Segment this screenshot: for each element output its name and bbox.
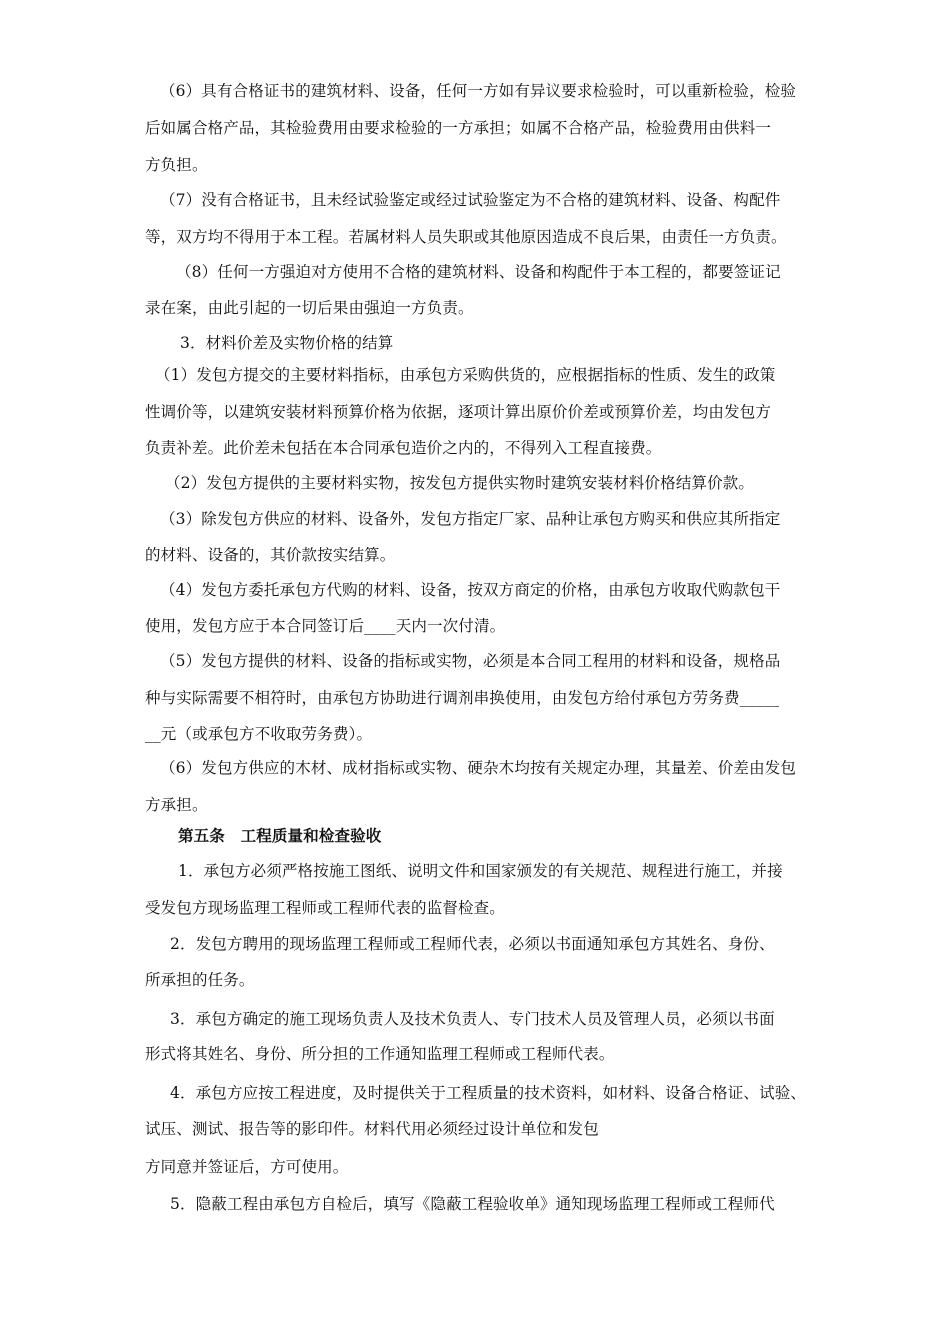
text-line: （8）任何一方强迫对方使用不合格的建筑材料、设备和构配件于本工程的，都要签证记 — [176, 263, 781, 281]
text-line: 方同意并签证后，方可使用。 — [145, 1158, 349, 1176]
text-line: 方承担。 — [145, 796, 208, 814]
text-line: （7）没有合格证书，且未经试验鉴定或经过试验鉴定为不合格的建筑材料、设备、构配件 — [160, 191, 781, 209]
text-line: __元（或承包方不收取劳务费）。 — [145, 725, 373, 743]
text-line: （4）发包方委托承包方代购的材料、设备，按双方商定的价格，由承包方收取代购款包干 — [160, 581, 781, 599]
text-line: （2）发包方提供的主要材料实物，按发包方提供实物时建筑安装材料价格结算价款。 — [165, 474, 755, 492]
text-line: 方负担。 — [145, 156, 208, 174]
text-line: 种与实际需要不相符时，由承包方协助进行调剂串换使用，由发包方给付承包方劳务费_____ — [145, 689, 780, 707]
article-heading: 第五条 工程质量和检查验收 — [178, 826, 382, 845]
text-line: 所承担的任务。 — [145, 971, 255, 989]
text-line: 使用，发包方应于本合同签订后____天内一次付清。 — [145, 617, 506, 635]
text-line: 5．隐蔽工程由承包方自检后，填写《隐蔽工程验收单》通知现场监理工程师或工程师代 — [170, 1195, 775, 1213]
section-heading: 3．材料价差及实物价格的结算 — [180, 334, 394, 352]
text-line: （6）具有合格证书的建筑材料、设备，任何一方如有异议要求检验时，可以重新检验，检验 — [160, 82, 797, 100]
text-line: 试压、测试、报告等的影印件。材料代用必须经过设计单位和发包 — [145, 1120, 599, 1138]
text-line: （1）发包方提交的主要材料指标，由承包方采购供货的，应根据指标的性质、发生的政策 — [155, 366, 776, 384]
text-line: （5）发包方提供的材料、设备的指标或实物，必须是本合同工程用的材料和设备，规格品 — [160, 652, 781, 670]
text-line: 性调价等，以建筑安装材料预算价格为依据，逐项计算出原价价差或预算价差，均由发包方 — [145, 403, 772, 421]
text-line: 录在案，由此引起的一切后果由强迫一方负责。 — [145, 299, 474, 317]
text-line: 后如属合格产品，其检验费用由要求检验的一方承担；如属不合格产品，检验费用由供料一 — [145, 119, 772, 137]
text-line: （3）除发包方供应的材料、设备外，发包方指定厂家、品种让承包方购买和供应其所指定 — [160, 510, 781, 528]
text-line: 受发包方现场监理工程师或工程师代表的监督检查。 — [145, 899, 505, 917]
text-line: （6）发包方供应的木材、成材指标或实物、硬杂木均按有关规定办理，其量差、价差由发包 — [160, 759, 797, 777]
text-line: 3．承包方确定的施工现场负责人及技术负责人、专门技术人员及管理人员，必须以书面 — [170, 1010, 775, 1028]
text-line: 等，双方均不得用于本工程。若属材料人员失职或其他原因造成不良后果，由责任一方负责。 — [145, 228, 787, 246]
text-line: 2．发包方聘用的现场监理工程师或工程师代表，必须以书面通知承包方其姓名、身份、 — [170, 935, 775, 953]
text-line: 的材料、设备的，其价款按实结算。 — [145, 546, 396, 564]
text-line: 负责补差。此价差未包括在本合同承包造价之内的，不得列入工程直接费。 — [145, 439, 662, 457]
text-line: 4．承包方应按工程进度，及时提供关于工程质量的技术资料，如材料、设备合格证、试验、 — [170, 1084, 807, 1102]
text-line: 形式将其姓名、身份、所分担的工作通知监理工程师或工程师代表。 — [145, 1045, 615, 1063]
text-line: 1．承包方必须严格按施工图纸、说明文件和国家颁发的有关规范、规程进行施工，并接 — [178, 862, 783, 880]
